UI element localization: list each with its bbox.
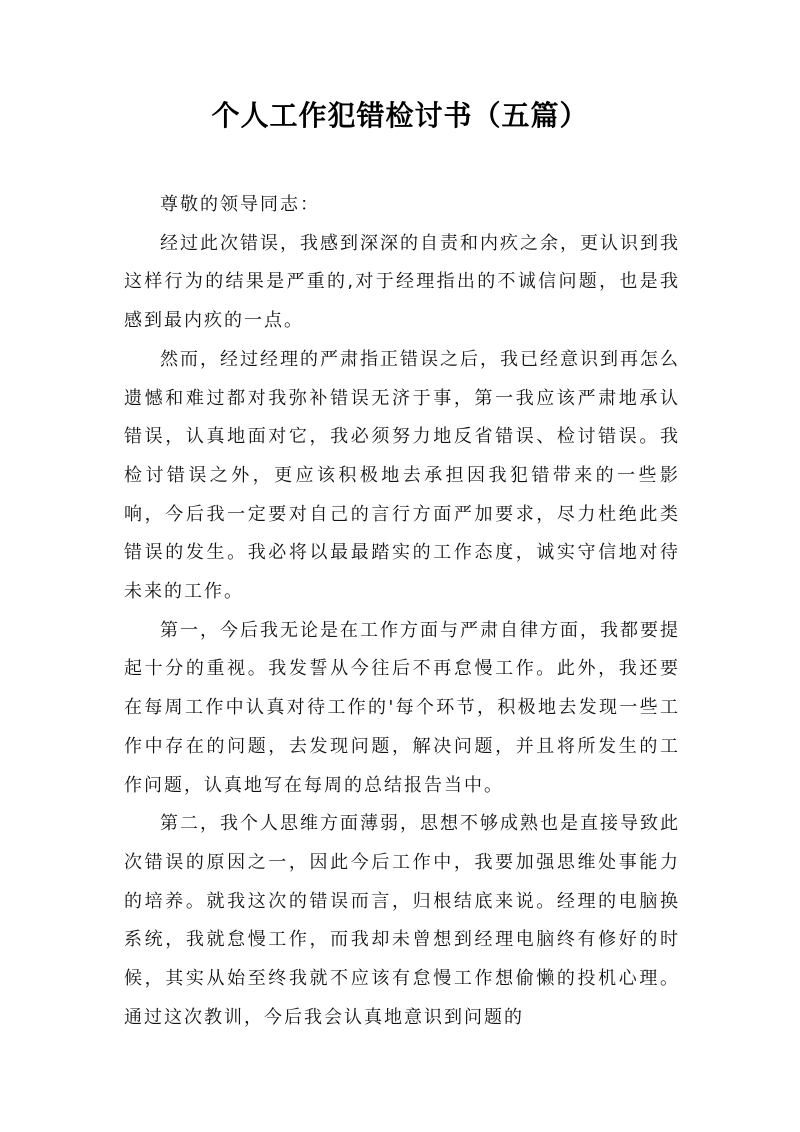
paragraph-2: 然而，经过经理的严肃指正错误之后，我已经意识到再怎么遗憾和难过都对我弥补错误无济于事，第一我应该严肃地承认错误，认真地面对它，我必须努力地反省错误、检讨错误。我检讨错误之外，更应该积极地去承担因我犯错带来的一些影响，今后我一定要对自己的言行方面严加要求，尽力杜绝此类错误的发生。我必将以最最踏实的工作态度，诚实守信地对待未来的工作。 — [124, 348, 680, 603]
paragraph-3: 第一，今后我无论是在工作方面与严肃自律方面，我都要提起十分的重视。我发誓从今往后不再怠慢工作。此外，我还要在每周工作中认真对待工作的'每个环节，积极地去发现一些工作中存在的问题，去发现问题，解决问题，并且将所发生的工作问题，认真地写在每周的总结报告当中。 — [124, 619, 680, 796]
paragraph-4: 第二，我个人思维方面薄弱，思想不够成熟也是直接导致此次错误的原因之一，因此今后工作中，我要加强思维处事能力的培养。就我这次的错误而言，归根结底来说。经理的电脑换系统，我就怠慢工作，而我却未曾想到经理电脑终有修好的时候，其实从始至终我就不应该有怠慢工作想偷懒的投机心理。通过这次教训，今后我会认真地意识到问题的 — [124, 813, 680, 1028]
document-body — [124, 186, 680, 1037]
greeting-line: 尊敬的领导同志： — [160, 194, 320, 215]
paragraph-1: 经过此次错误，我感到深深的自责和内疚之余，更认识到我这样行为的结果是严重的,对于经理指出的不诚信问题，也是我感到最内疚的一点。 — [124, 232, 680, 332]
document-title: 个人工作犯错检讨书（五篇） — [211, 99, 589, 132]
